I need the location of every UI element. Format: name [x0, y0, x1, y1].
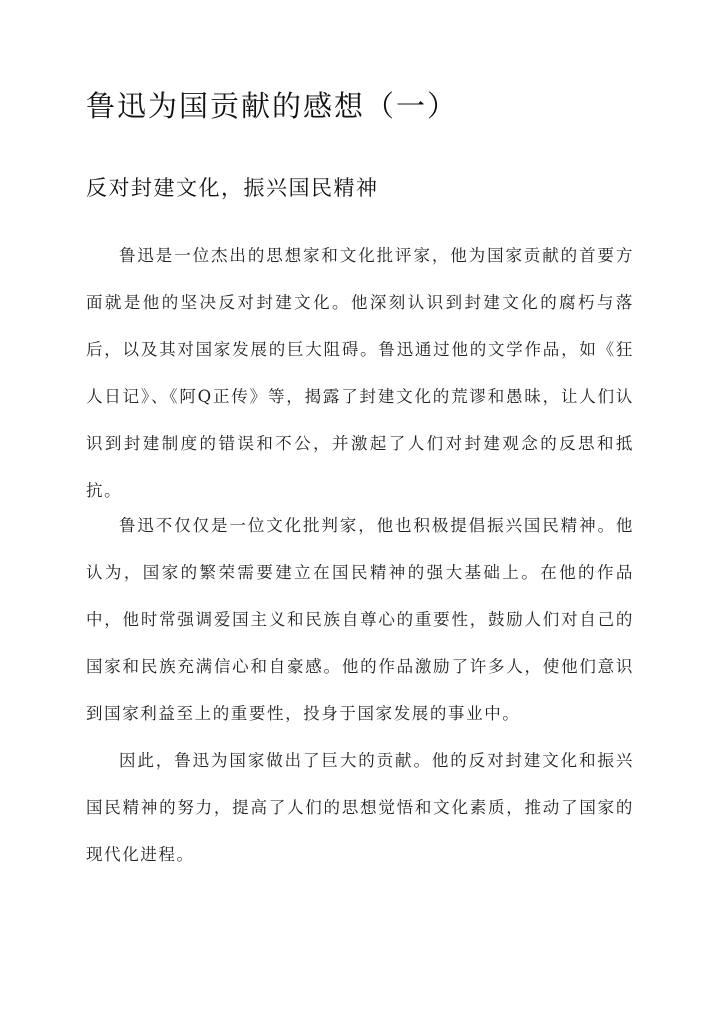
document-title: 鲁迅为国贡献的感想（一） — [86, 89, 459, 123]
paragraph-1: 鲁迅是一位杰出的思想家和文化批评家，他为国家贡献的首要方面就是他的坚决反对封建文化。他深刻认识到封建文化的腐朽与落后，以及其对国家发展的巨大阻碍。鲁迅通过他的文学作品，如《狂人日记》、《阿Q正传》等，揭露了封建文化的荒谬和愚昧，让人们认识到封建制度的错误和不公，并激起了人们对封建观念的反思和抵抗。 — [86, 246, 634, 500]
paragraph-3: 因此，鲁迅为国家做出了巨大的贡献。他的反对封建文化和振兴国民精神的努力，提高了人们的思想觉悟和文化素质，推动了国家的现代化进程。 — [86, 751, 634, 864]
section-heading: 反对封建文化，振兴国民精神 — [86, 176, 379, 200]
paragraph-2: 鲁迅不仅仅是一位文化批判家，他也积极提倡振兴国民精神。他认为，国家的繁荣需要建立在国民精神的强大基础上。在他的作品中，他时常强调爱国主义和民族自尊心的重要性，鼓励人们对自己的国家和民族充满信心和自豪感。他的作品激励了许多人，使他们意识到国家利益至上的重要性，投身于国家发展的事业中。 — [86, 516, 634, 723]
